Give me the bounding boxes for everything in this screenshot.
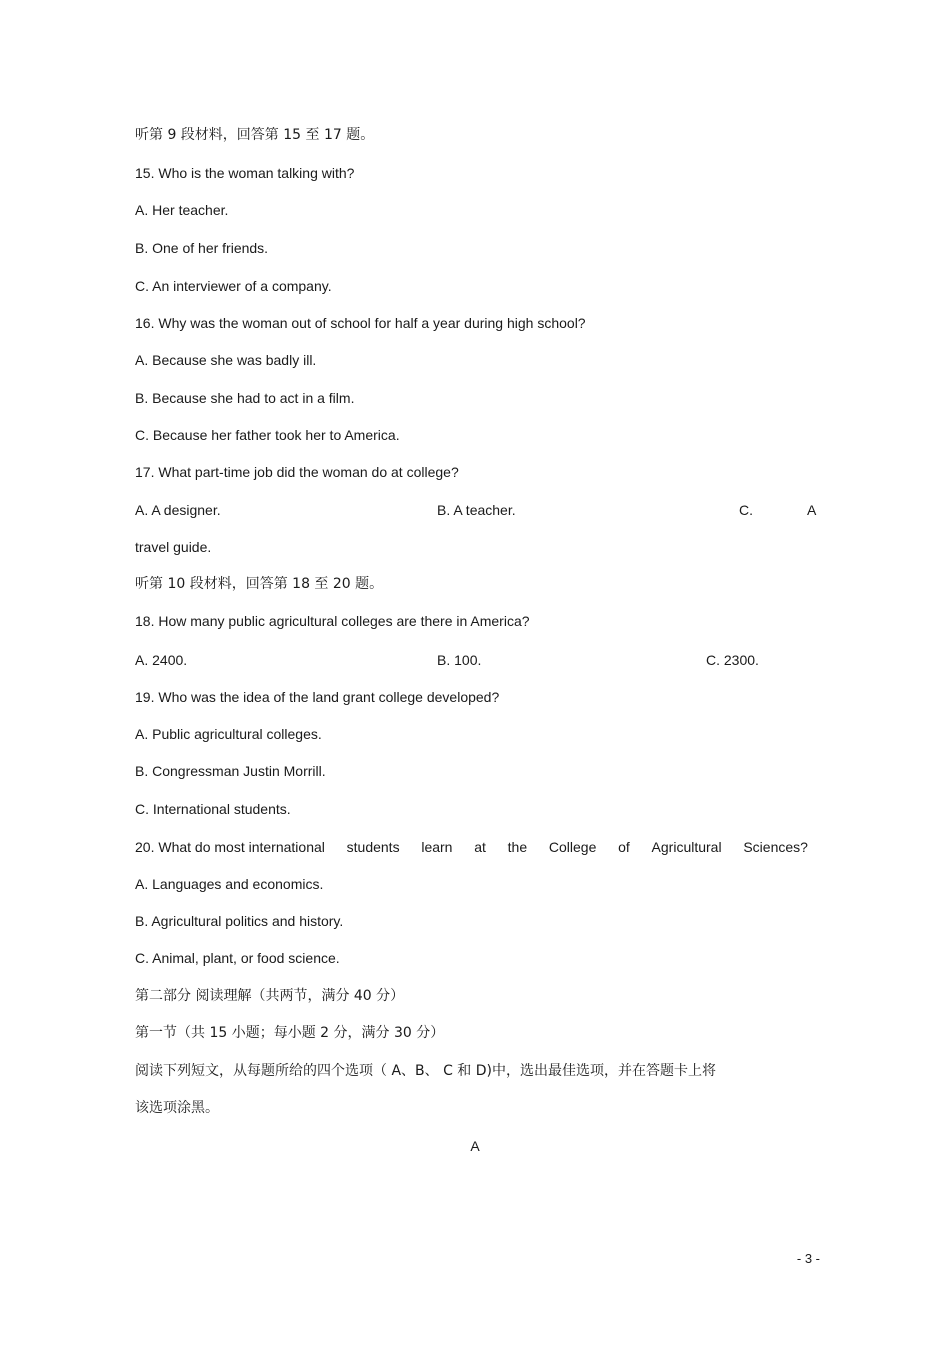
q17-option-b: B. A teacher. [437, 502, 516, 518]
q18-option-a: A. 2400. [135, 652, 188, 668]
question-15: 15. Who is the woman talking with? [135, 165, 355, 181]
q18-option-c: C. 2300. [706, 652, 759, 668]
part-2-heading: 第二部分 阅读理解（共两节，满分 40 分） [135, 988, 405, 1004]
q16-option-c: C. Because her father took her to America. [135, 427, 400, 443]
q20-option-c: C. Animal, plant, or food science. [135, 950, 340, 966]
q15-option-c: C. An interviewer of a company. [135, 278, 332, 294]
q17-option-c-word: A [807, 502, 817, 518]
q20-word: the [507, 839, 528, 855]
q16-option-a: A. Because she was badly ill. [135, 352, 317, 368]
q20-word: 20. What do most international [135, 839, 325, 855]
question-18: 18. How many public agricultural colleges are there in America? [135, 613, 530, 629]
question-19: 19. Who was the idea of the land grant college developed? [135, 689, 500, 705]
q18-option-b: B. 100. [437, 652, 482, 668]
q19-option-a: A. Public agricultural colleges. [135, 726, 322, 742]
part-2-section-1-heading: 第一节（共 15 小题；每小题 2 分，满分 30 分） [135, 1025, 445, 1041]
q15-option-a: A. Her teacher. [135, 202, 229, 218]
reading-instruction-line-1: 阅读下列短文，从每题所给的四个选项（ A、B、 C 和 D)中，选出最佳选项，并在答题卡上将 [135, 1063, 716, 1079]
q20-word: at [474, 839, 486, 855]
question-20 [135, 838, 808, 856]
q20-word: learn [421, 839, 453, 855]
q20-option-a: A. Languages and economics. [135, 876, 324, 892]
q20-word: of [618, 839, 630, 855]
passage-a-label: A [470, 1138, 480, 1154]
section-9-heading: 听第 9 段材料，回答第 15 至 17 题。 [135, 127, 375, 143]
q20-word: students [346, 839, 400, 855]
q15-option-b: B. One of her friends. [135, 240, 269, 256]
q17-option-a: A. A designer. [135, 502, 221, 518]
page-number: - 3 - [796, 1251, 820, 1266]
question-17: 17. What part-time job did the woman do at college? [135, 464, 459, 480]
q20-option-b: B. Agricultural politics and history. [135, 913, 344, 929]
q17-option-c-continued: travel guide. [135, 539, 212, 555]
reading-instruction-line-2: 该选项涂黑。 [135, 1100, 219, 1116]
q20-word: Sciences? [743, 839, 808, 855]
q19-option-b: B. Congressman Justin Morrill. [135, 763, 326, 779]
q17-option-c-label: C. [739, 502, 753, 518]
q20-word: Agricultural [651, 839, 722, 855]
q20-word: College [548, 839, 597, 855]
q19-option-c: C. International students. [135, 801, 291, 817]
q16-option-b: B. Because she had to act in a film. [135, 390, 355, 406]
question-16: 16. Why was the woman out of school for half a year during high school? [135, 315, 586, 331]
section-10-heading: 听第 10 段材料，回答第 18 至 20 题。 [135, 576, 384, 592]
